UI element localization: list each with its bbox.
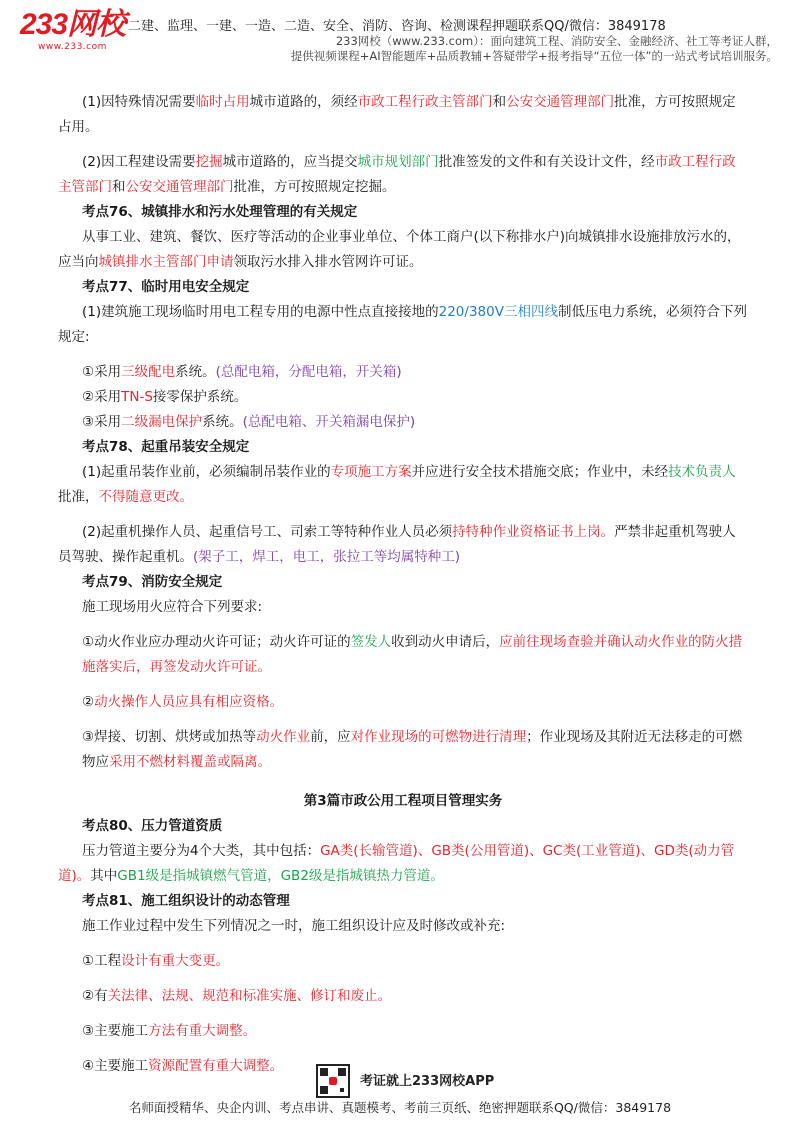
paragraph-76 [58,225,748,275]
list-item-79-1 [58,630,748,680]
list-item-77-1 [58,360,748,385]
text: ③采用 [82,414,122,430]
logo-url: www.233.com [38,42,107,52]
highlight: 设计有重大变更。 [121,953,230,969]
list-item-77-2 [58,385,748,410]
list-item-79-3 [58,725,748,775]
text: (1)建筑施工现场临时用电工程专用的电源中性点直接接地的 [82,304,439,320]
highlight: TN-S [121,389,153,405]
text: (2)起重机操作人员、起重信号工、司索工等特种作业人员必须 [82,524,453,540]
highlight: 220/380V三相四线 [438,304,558,320]
text: ② [82,694,95,710]
text: ②有 [82,988,108,1004]
paragraph-80 [58,839,748,889]
text: 从事工业、建筑、餐饮、医疗等活动的企业事业单位、个体工商户(以下称排水户)向城镇排水设施排放污水的，应当向 [58,229,741,270]
paragraph-78-2 [58,520,748,570]
text: 城市道路的，须经 [249,94,358,110]
logo-text: 233网校 [20,8,126,41]
text: 压力管道主要分为4个大类，其中包括： [82,843,321,859]
highlight: 三级配电 [121,364,176,380]
text: 严禁非起重机驾驶人员驾驶、操作起重机。 [58,524,736,565]
heading-81: 考点81、施工组织设计的动态管理 [82,893,290,909]
highlight: 二级漏电保护 [121,414,203,430]
highlight: 公安交通管理部门 [506,94,615,110]
text: ④主要施工 [82,1058,149,1074]
text: 领取污水排入排水管网许可证。 [233,254,423,270]
text: ③焊接、切割、烘烤或加热等 [82,729,257,745]
paragraph-77 [58,300,748,350]
text: 接零保护系统。 [152,389,248,405]
list-item-81-2 [58,984,748,1009]
footer-contact-line: 名师面授精华、央企内训、考点串讲、真题模考、考前三页纸、绝密押题联系QQ/微信：3849178 [128,1100,672,1115]
list-item-79-2 [58,690,748,715]
brand-logo[interactable] [20,10,125,52]
text: 收到动火申请后， [391,634,500,650]
note: (架子工，焊工，电工，张拉工等均属特种工) [193,549,461,565]
text: 系统。 [175,364,216,380]
heading-78: 考点78、起重吊装安全规定 [82,439,250,455]
text: 批准，方可按照规定占用。 [58,94,736,135]
text: 和 [492,94,507,110]
text: (2)因工程建设需要 [82,154,196,170]
text: 其中 [90,868,118,884]
highlight: 公安交通管理部门 [125,179,234,195]
app-promo: 考证就上233网校APP [360,1074,495,1089]
document-body [58,90,748,1079]
qr-code-icon[interactable] [316,1064,350,1098]
highlight: 技术负责人 [668,464,736,480]
list-item-81-1 [58,949,748,974]
highlight: 持特种作业资格证书上岗。 [452,524,615,540]
highlight: 对作业现场的可燃物进行清理 [350,729,527,745]
text: 批准，方可按照规定挖掘。 [233,179,396,195]
highlight: 不得随意更改。 [98,489,193,505]
text: 并应进行安全技术措施交底；作业中，未经 [411,464,669,480]
highlight: 动火操作人员应具有相应资格。 [94,694,284,710]
text: 制低压电力系统，必须符合下列规定: [58,304,747,345]
text: 系统。 [202,414,243,430]
text: (1)因特殊情况需要 [82,94,196,110]
heading-76: 考点76、城镇排水和污水处理管理的有关规定 [82,204,358,220]
highlight: 临时占用 [195,94,250,110]
highlight: 挖掘 [195,154,223,170]
page-header [0,0,800,64]
highlight: 专项施工方案 [330,464,412,480]
highlight: 资源配置有重大调整。 [148,1058,284,1074]
paragraph-78-1 [58,460,748,510]
text: 城市道路的，应当提交 [222,154,358,170]
highlight: 市政工程行政主管部门 [58,154,736,195]
highlight: 签发人 [350,634,392,650]
text: (1)起重吊装作业前，必须编制吊装作业的 [82,464,331,480]
note: (总配电箱、开关箱漏电保护) [242,414,416,430]
highlight: 方法有重大调整。 [148,1023,257,1039]
paragraph-79-intro: 施工现场用火应符合下列要求: [82,599,263,615]
page-footer [0,1060,800,1131]
heading-77: 考点77、临时用电安全规定 [82,279,250,295]
text: 批准， [58,489,99,505]
paragraph-81-intro: 施工作业过程中发生下列情况之一时，施工组织设计应及时修改或补充: [82,918,506,934]
header-intro-line-1: 233网校（www.233.com）：面向建筑工程、消防安全、金融经济、社工等考证人群， [335,34,778,48]
list-item-77-3 [58,410,748,435]
text: ①采用 [82,364,122,380]
highlight: 动火作业 [256,729,311,745]
highlight: 关法律、法规、规范和标准实施、修订和废止。 [107,988,392,1004]
header-intro-line-2: 提供视频课程+AI智能题库+品质教辅+答疑带学+报考指导“五位一体”的一站式考试培训服务。 [290,49,778,63]
highlight: GB1级是指城镇燃气管道，GB2级是指城镇热力管道。 [117,868,444,884]
part-title: 第3篇市政公用工程项目管理实务 [303,793,503,809]
highlight: 应前往现场查验并确认动火作业的防火措施落实后，再签发动火许可证。 [82,634,743,675]
highlight: 城市规划部门 [357,154,439,170]
text: 前，应 [310,729,351,745]
text: ②采用 [82,389,122,405]
paragraph-road-excavation [58,150,748,200]
header-contact-line: 二建、监理、一建、一造、二造、安全、消防、咨询、检测课程押题联系QQ/微信：3849178 [128,19,666,34]
highlight: 采用不燃材料覆盖或隔离。 [109,754,271,770]
note: (总配电箱，分配电箱，开关箱) [215,364,402,380]
paragraph-road-occupation [58,90,748,140]
highlight: 城镇排水主管部门申请 [98,254,234,270]
text: ①动火作业应办理动火许可证；动火许可证的 [82,634,351,650]
text: 和 [112,179,126,195]
text: 批准签发的文件和有关设计文件，经 [438,154,655,170]
text: ③主要施工 [82,1023,149,1039]
heading-80: 考点80、压力管道资质 [82,818,223,834]
heading-79: 考点79、消防安全规定 [82,574,223,590]
text: ；作业现场及其附近无法移走的可燃物应 [82,729,743,770]
text: ①工程 [82,953,122,969]
highlight: GA类(长输管道)、GB类(公用管道)、GC类(工业管道)、GD类(动力管道)。 [58,843,735,884]
highlight: 市政工程行政主管部门 [357,94,493,110]
list-item-81-3 [58,1019,748,1044]
